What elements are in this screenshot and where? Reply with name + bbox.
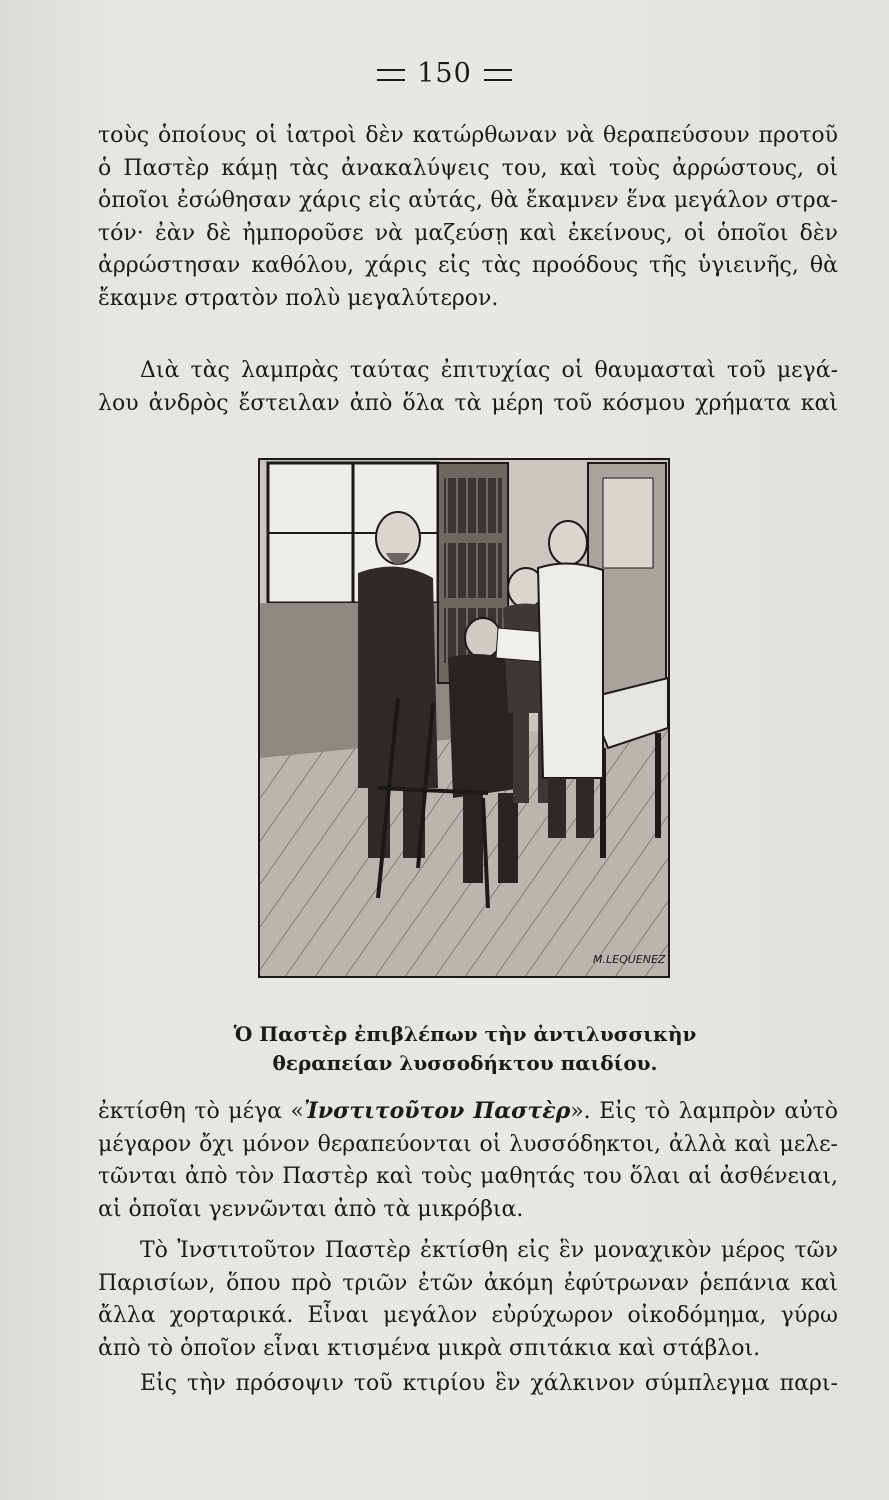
- text-line: τόν· ἐὰν δὲ ἠμποροῦσε νὰ μαζεύσῃ καὶ ἐκείνους, οἱ ὁποῖοι δὲν: [98, 220, 838, 246]
- text-line: τοὺς ὁποίους οἱ ἰατροὶ δὲν κατώρθωναν νὰ θεραπεύσουν προτοῦ: [98, 123, 838, 148]
- institute-name: Ἰνστιτοῦτον Παστὲρ: [304, 1098, 571, 1124]
- paragraph-4: [98, 1235, 838, 1365]
- text-fragment: ἐκτίσθη τὸ μέγα «: [98, 1099, 304, 1124]
- text-line: [98, 1095, 838, 1129]
- text-line: ἄλλα χορταρικά. Εἶναι μεγάλον εὐρύχωρον οἰκοδόμημα, γύρω: [98, 1303, 838, 1329]
- text-line: μέγαρον ὄχι μόνον θεραπεύονται οἱ λυσσόδηκτοι, ἀλλὰ καὶ μελε-: [98, 1131, 838, 1157]
- text-line: Τὸ Ἰνστιτοῦτον Παστὲρ ἐκτίσθη εἰς ἓν μοναχικὸν μέρος τῶν: [140, 1238, 838, 1263]
- page-header: [0, 58, 889, 89]
- text-line: ἀπὸ τὸ ὁποῖον εἶναι κτισμένα μικρὰ σπιτάκια καὶ στάβλοι.: [98, 1335, 761, 1361]
- artist-signature: M.LEQUENEZ: [593, 953, 666, 966]
- text-fragment: ». Εἰς τὸ λαμπρὸν αὐτὸ: [570, 1099, 838, 1124]
- text-line: αἱ ὁποῖαι γεννῶνται ἀπὸ τὰ μικρόβια.: [98, 1196, 524, 1222]
- text-line: ἔκαμνε στρατὸν πολὺ μεγαλύτερον.: [98, 285, 499, 311]
- header-right-ornament: [484, 69, 512, 81]
- paragraph-1: [98, 120, 838, 316]
- text-line: τῶνται ἀπὸ τὸν Παστὲρ καὶ τοὺς μαθητάς του ὅλαι αἱ ἀσθένειαι,: [98, 1164, 838, 1190]
- caption-line-1: Ὁ Παστὲρ ἐπιβλέπων τὴν ἀντιλυσσικὴν: [233, 1022, 697, 1046]
- engraving-drawing: [258, 458, 670, 978]
- text-line: Διὰ τὰς λαμπρὰς ταύτας ἐπιτυχίας οἱ θαυμασταὶ τοῦ μεγά-: [140, 358, 838, 383]
- paragraph-2: [98, 355, 838, 420]
- text-line: ὁ Παστὲρ κάμῃ τὰς ἀνακαλύψεις του, καὶ τοὺς ἀρρώστους, οἱ: [98, 155, 838, 181]
- figure-caption: [200, 1020, 730, 1078]
- engraving-illustration: [258, 458, 670, 978]
- text-line: λου ἀνδρὸς ἔστειλαν ἀπὸ ὅλα τὰ μέρη τοῦ κόσμου χρήματα καὶ: [98, 390, 838, 416]
- paragraph-5: [98, 1368, 838, 1401]
- page-number: 150: [417, 58, 472, 89]
- paragraph-3: [98, 1095, 838, 1226]
- header-left-ornament: [377, 69, 405, 81]
- caption-line-2: θεραπείαν λυσσοδήκτου παιδίου.: [272, 1051, 658, 1075]
- text-line: ὁποῖοι ἐσώθησαν χάρις εἰς αὐτάς, θὰ ἔκαμνεν ἕνα μεγάλον στρα-: [98, 188, 838, 214]
- text-line: Παρισίων, ὅπου πρὸ τριῶν ἐτῶν ἀκόμη ἐφύτρωναν ῥεπάνια καὶ: [98, 1270, 838, 1296]
- text-line: ἀρρώστησαν καθόλου, χάρις εἰς τὰς προόδους τῆς ὑγιεινῆς, θὰ: [98, 253, 838, 279]
- text-line: Εἰς τὴν πρόσοψιν τοῦ κτιρίου ἓν χάλκινον σύμπλεγμα παρι-: [140, 1371, 838, 1396]
